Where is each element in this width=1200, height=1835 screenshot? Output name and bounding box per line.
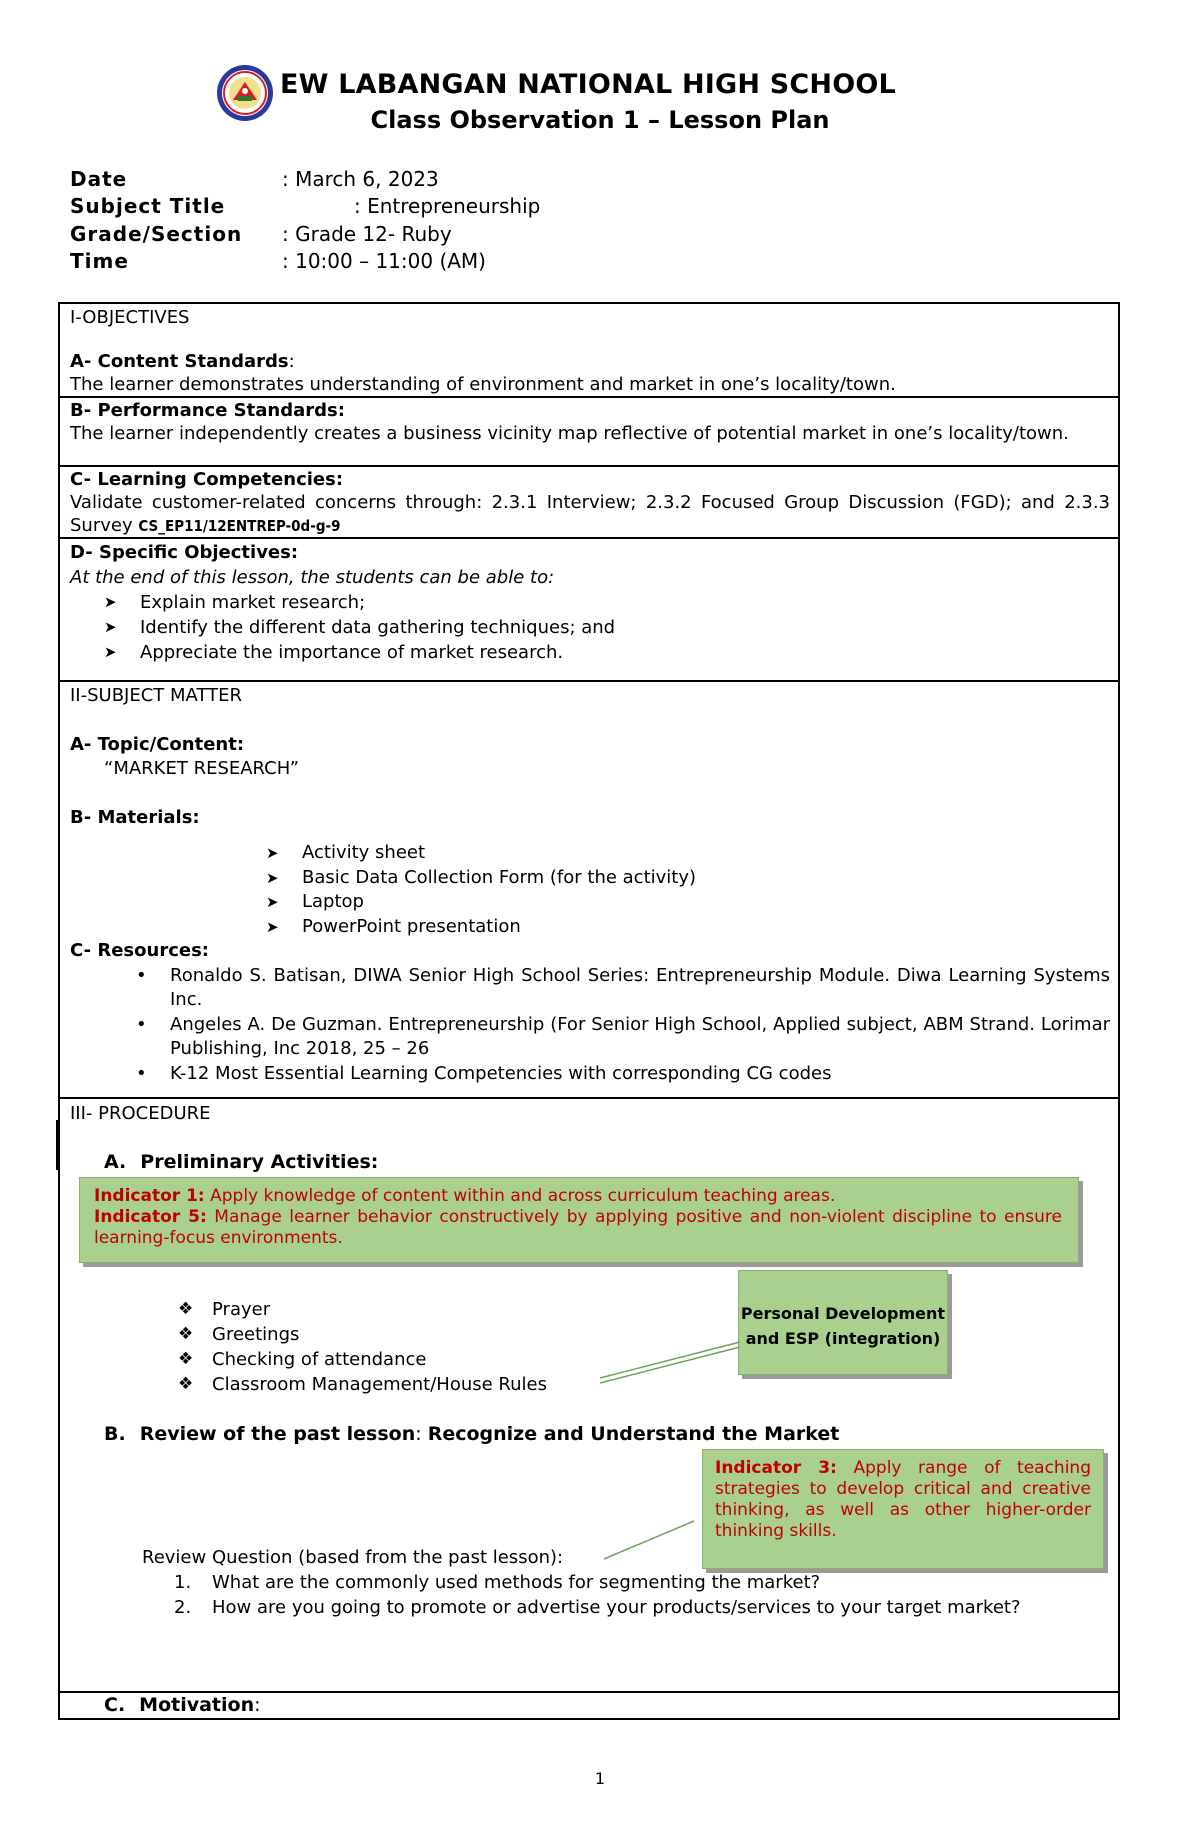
info-grade-value: : Grade 12- Ruby: [282, 222, 452, 246]
esp-integration-box: Personal Development and ESP (integration): [738, 1270, 948, 1375]
specific-objectives-intro: At the end of this lesson, the students can be able to:: [70, 567, 555, 588]
row-divider: [58, 396, 1120, 398]
materials-label: B- Materials:: [70, 806, 200, 828]
list-item: • K-12 Most Essential Learning Competencies with corresponding CG codes: [70, 1062, 1110, 1087]
list-item: ➤ Activity sheet: [70, 841, 1110, 866]
list-item: 1. What are the commonly used methods for segmenting the market?: [174, 1572, 821, 1593]
competency-code: CS_EP11/12ENTREP-0d-g-9: [138, 517, 341, 535]
list-item: ➤ Identify the different data gathering techniques; and: [104, 617, 616, 638]
list-item: ❖ Greetings: [178, 1324, 300, 1345]
arrow-bullet-icon: ➤: [104, 643, 117, 661]
info-date-label: Date: [70, 167, 128, 191]
bullet-icon: •: [136, 964, 147, 986]
arrow-bullet-icon: ➤: [266, 917, 279, 936]
arrow-bullet-icon: ➤: [266, 844, 279, 862]
review-heading: B. Review of the past lesson: Recognize and Understand the Market: [104, 1423, 840, 1445]
list-item: ➤ Appreciate the importance of market research.: [104, 642, 564, 663]
info-subject-value: : Entrepreneurship: [354, 194, 541, 218]
list-item: ➤ Laptop: [70, 890, 1110, 915]
list-item: ❖ Classroom Management/House Rules: [178, 1374, 547, 1395]
diamond-bullet-icon: ❖: [178, 1374, 194, 1394]
specific-objectives-label: D- Specific Objectives:: [70, 542, 299, 563]
info-grade-label: Grade/Section: [70, 222, 243, 246]
objectives-heading: I-OBJECTIVES: [70, 307, 190, 328]
preliminary-activities-heading: A. Preliminary Activities:: [104, 1151, 379, 1173]
page-number: 1: [594, 1769, 606, 1788]
subject-matter-section: [70, 684, 1110, 1086]
arrow-bullet-icon: ➤: [266, 868, 279, 887]
diamond-bullet-icon: ❖: [178, 1349, 194, 1369]
list-item: ➤ Basic Data Collection Form (for the activity): [70, 866, 1110, 891]
indicator-box-1-5: Indicator 1: Apply knowledge of content within and across curriculum teaching areas. Indicator 5: Manage learner behavior constructively by applying positive and non-violent discipline to ensure learning-focus environments.: [79, 1177, 1079, 1263]
arrow-bullet-icon: ➤: [104, 618, 117, 636]
subject-matter-heading: II-SUBJECT MATTER: [70, 685, 243, 706]
procedure-heading: III- PROCEDURE: [70, 1103, 211, 1124]
learning-competencies-text: Validate customer-related concerns through: 2.3.1 Interview; 2.3.2 Focused Group Discussion (FGD); and 2.3.3 Survey CS_EP11/12ENTREP-0d-g-9: [70, 492, 1110, 536]
diamond-bullet-icon: ❖: [178, 1299, 194, 1319]
performance-standards-text: The learner independently creates a business vicinity map reflective of potential market in one’s locality/town.: [70, 423, 1069, 444]
resources-label: C- Resources:: [70, 940, 209, 961]
review-question-label: Review Question (based from the past lesson):: [142, 1547, 564, 1568]
bullet-icon: •: [136, 1062, 147, 1084]
indicator-box-3: Indicator 3: Apply range of teaching strategies to develop critical and creative thinking, as well as other higher-order thinking skills.: [702, 1449, 1104, 1569]
arrow-bullet-icon: ➤: [266, 893, 279, 911]
learning-competencies-label: C- Learning Competencies:: [70, 469, 344, 490]
school-name: EW LABANGAN NATIONAL HIGH SCHOOL: [280, 69, 896, 100]
content-standards-label: A- Content Standards:: [70, 351, 295, 372]
list-item: ➤ Explain market research;: [104, 592, 366, 613]
performance-standards-section: [70, 399, 1110, 445]
row-divider: [58, 1097, 1120, 1099]
bullet-icon: •: [136, 1013, 147, 1035]
arrow-bullet-icon: ➤: [104, 593, 117, 611]
content-standards-text: The learner demonstrates understanding of environment and market in one’s locality/town.: [70, 374, 896, 395]
list-item: ❖ Checking of attendance: [178, 1349, 427, 1370]
info-time-value: : 10:00 – 11:00 (AM): [282, 249, 486, 273]
list-item: • Angeles A. De Guzman. Entrepreneurship (For Senior High School, Applied subject, ABM Strand. Lorimar Publishing, Inc 2018, 25 – 26: [136, 1013, 1110, 1059]
learning-competencies-section: [70, 468, 1110, 538]
row-divider: [58, 465, 1120, 467]
connector-line: [590, 1330, 750, 1390]
margin-mark: [56, 1120, 59, 1170]
objectives-section: [70, 306, 1110, 396]
list-item: 2. How are you going to promote or advertise your products/services to your target market?: [174, 1597, 1021, 1618]
list-item: • Ronaldo S. Batisan, DIWA Senior High School Series: Entrepreneurship Module. Diwa Learning Systems Inc.: [136, 964, 1110, 1010]
list-item: ➤ PowerPoint presentation: [70, 915, 1110, 940]
info-time-label: Time: [70, 249, 129, 273]
specific-objectives-section: [70, 540, 1110, 665]
row-divider: [58, 680, 1120, 682]
topic-text: “MARKET RESEARCH”: [104, 758, 300, 779]
topic-label: A- Topic/Content:: [70, 733, 245, 755]
motivation-heading: C. Motivation:: [104, 1694, 261, 1716]
info-subject-label: Subject Title: [70, 194, 226, 218]
review-questions: [70, 1545, 1110, 1620]
list-item: ❖ Prayer: [178, 1299, 271, 1320]
info-date-value: : March 6, 2023: [282, 167, 439, 191]
performance-standards-label: B- Performance Standards:: [70, 400, 345, 421]
diamond-bullet-icon: ❖: [178, 1324, 194, 1344]
document-title: Class Observation 1 – Lesson Plan: [370, 106, 830, 134]
